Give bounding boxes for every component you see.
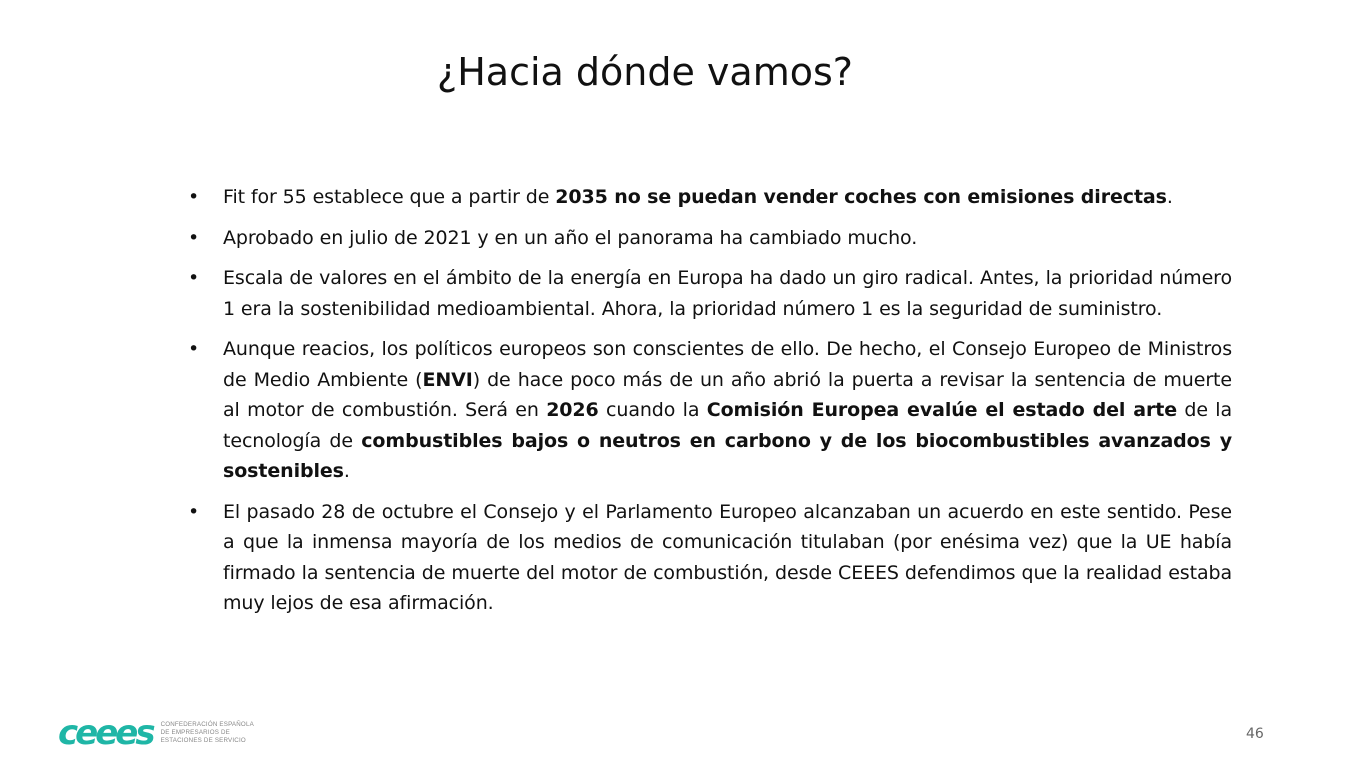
ceees-logo [58,713,254,753]
bullet-text-segment: Aprobado en julio de 2021 y en un año el panorama ha cambiado mucho. [223,226,918,249]
bullet-item [188,182,1232,213]
logo-tagline-line: DE EMPRESARIOS DE [160,729,230,736]
bullet-text-bold: ENVI [422,368,473,391]
bullet-list [188,182,1232,629]
bullet-icon: • [188,338,200,360]
bullet-text-bold: Comisión Europea evalúe el estado del arte [706,399,1178,421]
logo-tagline [161,721,254,745]
bullet-icon: • [188,267,200,289]
bullet-text-segment: ) de hace poco más de un año abrió la puerta a revisar la sentencia de muerte al motor de combustión. Será en [223,368,1232,421]
bullet-item [188,334,1232,487]
bullet-item [188,263,1232,324]
bullet-text-segment: Aunque reacios, los políticos europeos son conscientes de ello. De hecho, el Consejo Europeo de Ministros de Medio Ambiente ( [223,338,1232,391]
bullet-text-bold: 2026 [546,399,599,421]
bullet-text-segment: . [343,460,350,482]
bullet-text-segment: Fit for 55 establece que a partir de [223,186,556,208]
bullet-text-bold: combustibles bajos o neutros en carbono y de los biocombustibles avanzados y sostenibles [223,429,1232,482]
bullet-text-segment: . [1166,186,1173,208]
slide-title: ¿Hacia dónde vamos? [437,50,853,94]
bullet-icon: • [188,226,200,249]
bullet-icon: • [188,186,200,208]
bullet-item [188,497,1232,619]
bullet-text-segment: Escala de valores en el ámbito de la energía en Europa ha dado un giro radical. Antes, la prioridad número 1 era la sostenibilidad medioambiental. Ahora, la prioridad número 1 es la seguridad de suministro. [223,267,1232,320]
logo-mark: ceees [58,713,153,753]
bullet-item [188,223,1232,254]
logo-tagline-line: CONFEDERACIÓN ESPAÑOLA [160,721,254,728]
bullet-text-bold: 2035 no se puedan vender coches con emisiones directas [555,186,1167,208]
logo-tagline-line: ESTACIONES DE SERVICIO [160,737,246,744]
bullet-text-segment: de la tecnología de [223,399,1233,452]
page-number: 46 [1246,726,1264,742]
bullet-text-segment: cuando la [598,399,707,421]
bullet-text-segment: El pasado 28 de octubre el Consejo y el Parlamento Europeo alcanzaban un acuerdo en este sentido. Pese a que la inmensa mayoría de los medios de comunicación titulaban (por enésima vez) que la UE había firmado la sentencia de muerte del motor de combustión, desde CEEES defendimos que la realidad estaba muy lejos de esa afirmación. [223,500,1232,614]
bullet-icon: • [188,500,200,523]
